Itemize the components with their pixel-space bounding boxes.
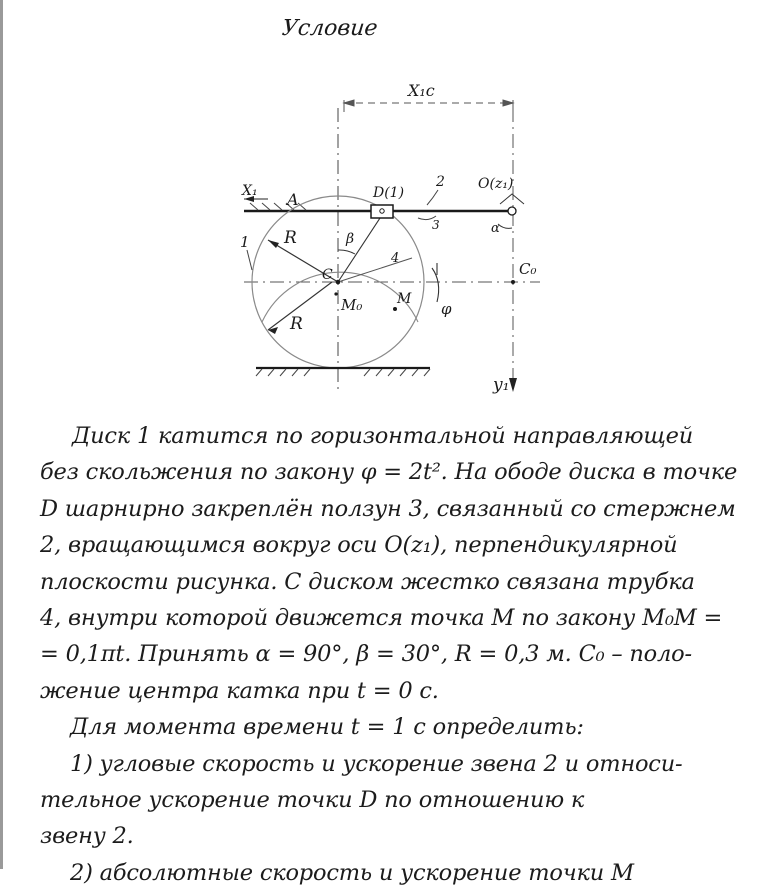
label-M: M — [397, 291, 412, 307]
label-C: C — [322, 267, 333, 283]
label-disk-1: 1 — [240, 233, 250, 251]
statement-line: звену 2. — [40, 823, 134, 850]
line-c-4 — [338, 258, 412, 282]
label-D: D(1) — [373, 185, 405, 201]
statement-line: 2) абсолютные скорость и ускорение точки M — [70, 859, 634, 886]
slider-3 — [371, 205, 393, 218]
point-C0 — [511, 280, 515, 284]
mechanism-figure — [0, 0, 757, 420]
statement-line: Для момента времени t = 1 с определить: — [70, 714, 584, 741]
statement-line: D шарнирно закреплён ползун 3, связанный со стержнем — [40, 495, 736, 522]
label-link-2: 2 — [436, 174, 445, 190]
statement-line: тельное ускорение точки D по отношению к — [40, 786, 585, 813]
link-leader — [427, 190, 438, 205]
statement-line: = 0,1πt. Принять α = 90°, β = 30°, R = 0,3 м. C₀ – поло- — [40, 641, 692, 668]
alpha-arc — [498, 224, 512, 228]
label-beta: β — [346, 231, 355, 247]
label-tube-4: 4 — [391, 251, 400, 266]
statement-line: 2, вращающимся вокруг оси O(z₁), перпендикулярной — [40, 532, 678, 559]
beta-arc — [338, 250, 355, 254]
statement-line: плоскости рисунка. С диском жестко связана трубка — [40, 568, 695, 595]
statement-line: Диск 1 катится по горизонтальной направляющей — [72, 423, 694, 449]
point-M — [393, 307, 397, 311]
label-A: A — [287, 190, 299, 209]
statement-line: без скольжения по закону φ = 2t². На ободе диска в точке — [40, 459, 738, 486]
label-x1c: X₁c — [408, 81, 435, 100]
label-phi: φ — [441, 300, 452, 318]
label-R-upper: R — [284, 228, 297, 248]
label-alpha: α — [491, 221, 500, 236]
radius-cd — [338, 212, 384, 282]
heading-condition: Условие — [280, 16, 379, 41]
statement-line: жение центра катка при t = 0 с. — [40, 677, 439, 704]
label-M0: M₀ — [341, 296, 363, 314]
label-R-lower: R — [290, 314, 303, 334]
phi-arrow — [432, 268, 439, 302]
label-x1: X₁ — [242, 183, 258, 199]
statement-line: 1) угловые скорость и ускорение звена 2 и относи- — [70, 750, 683, 777]
label-C0: C₀ — [519, 260, 537, 278]
label-O: O(z₁) — [478, 176, 514, 192]
axis-y1-arrow — [509, 378, 517, 392]
statement-line: 4, внутри которой движется точка M по закону M₀M = — [40, 604, 723, 631]
disk-leader — [247, 250, 252, 270]
pivot-O — [508, 207, 516, 215]
dimension-x1c — [344, 100, 513, 112]
label-slider-3: 3 — [432, 218, 440, 232]
point-M0 — [334, 292, 337, 295]
label-y1: y₁ — [493, 375, 510, 395]
point-C — [336, 280, 341, 285]
ground — [256, 368, 430, 376]
problem-statement — [40, 418, 740, 891]
